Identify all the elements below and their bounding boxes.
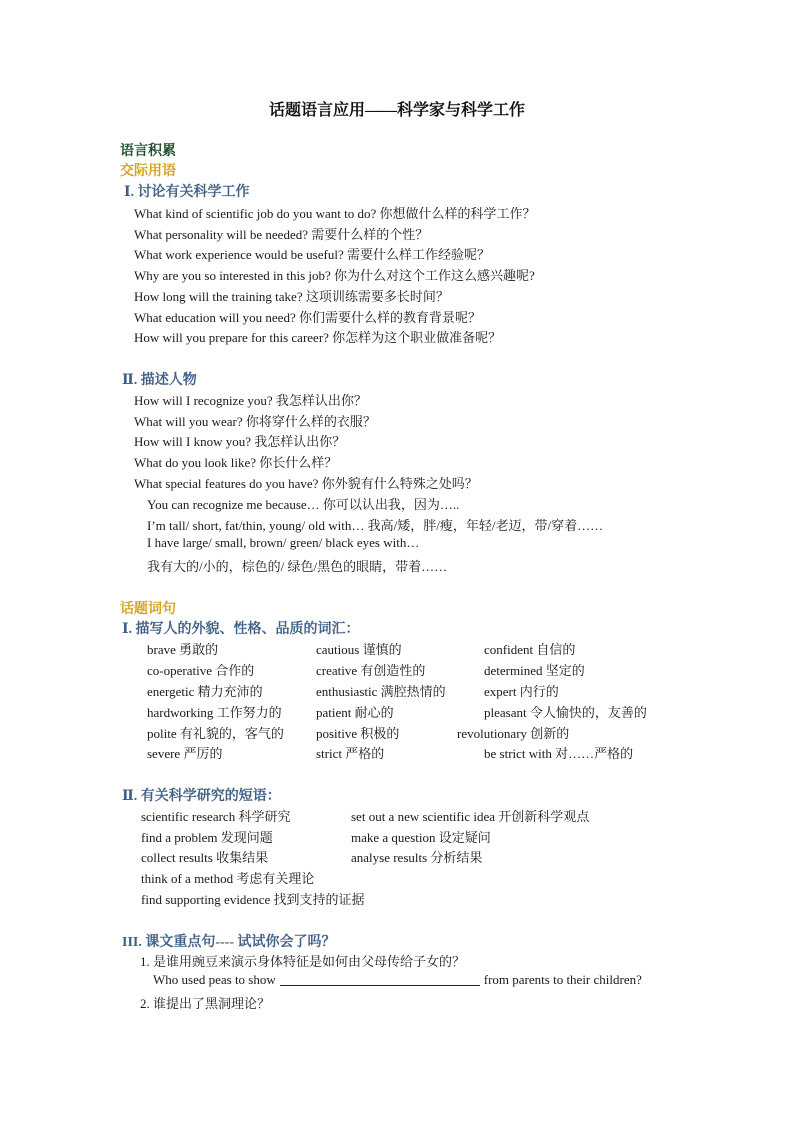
phrase-item: think of a method 考虑有关理论 [141,871,315,886]
part2-indented-line: I’m tall/ short, fat/thin, young/ old with… 我高/矮，胖/瘦，年轻/老迈，带/穿着…… [147,518,604,533]
phrase-item: find supporting evidence 找到支持的证据 [141,892,365,907]
vocab-item: revolutionary 创新的 [457,726,570,741]
part2-heading: Ⅱ. 描述人物 [122,373,197,388]
part2-indented-line: I have large/ small, brown/ green/ black eyes with… [147,535,420,550]
part1-line: How long will the training take? 这项训练需要多长时间？ [134,289,449,304]
vocab-item: polite 有礼貌的，客气的 [147,726,284,741]
vocab-item: enthusiastic 满腔热情的 [316,684,446,699]
part2-line: What special features do you have? 你外貌有什么特殊之处吗？ [134,476,478,491]
question-1-text-before: Who used peas to show [153,972,276,987]
part2-line: What will you wear? 你将穿什么样的衣服？ [134,414,376,429]
question-2-label: 2. 谁提出了黑洞理论？ [140,996,271,1011]
vocab-item: severe 严厉的 [147,746,223,761]
vocab-item: be strict with 对……严格的 [484,746,634,761]
answer-blank[interactable] [280,973,480,986]
vocab-item: patient 耐心的 [316,705,394,720]
phrase-item: set out a new scientific idea 开创新科学观点 [351,809,590,824]
section-topic-words: 话题词句 [120,602,176,617]
question-1-text-after: from parents to their children? [483,972,642,987]
section-language-accumulation: 语言积累 [120,144,176,159]
part1-line: What personality will be needed? 需要什么样的个性？ [134,227,429,242]
phrase-item: scientific research 科学研究 [141,809,291,824]
vocab-item: determined 坚定的 [484,663,585,678]
vocab-item: energetic 精力充沛的 [147,684,263,699]
part1-heading: Ⅰ. 讨论有关科学工作 [124,185,250,200]
vocab-item: positive 积极的 [316,726,400,741]
part1-line: What education will you need? 你们需要什么样的教育背景呢？ [134,310,481,325]
vocab-item: hardworking 工作努力的 [147,705,282,720]
vocab-item: creative 有创造性的 [316,663,426,678]
part2-line: How will I recognize you? 我怎样认出你？ [134,393,367,408]
vocab-item: brave 勇敢的 [147,642,219,657]
question-1-sentence [153,972,642,988]
vocab-item: co-operative 合作的 [147,663,255,678]
section-communicative-phrases: 交际用语 [120,164,176,179]
vocab-item: cautious 谨慎的 [316,642,402,657]
part2-indented-line: You can recognize me because… 你可以认出我，因为….. [147,497,460,512]
part2-line: What do you look like? 你长什么样？ [134,455,338,470]
vocab-heading: Ⅰ. 描写人的外貌、性格、品质的词汇： [122,622,360,637]
vocab-item: confident 自信的 [484,642,576,657]
question-1-label: 1. 是谁用豌豆来演示身体特征是如何由父母传给子女的？ [140,954,466,969]
part2-line: How will I know you? 我怎样认出你？ [134,434,346,449]
phrase-item: collect results 收集结果 [141,850,269,865]
part1-line: What kind of scientific job do you want to do? 你想做什么样的科学工作？ [134,206,536,221]
part2-indented-line: 我有大的/小的，棕色的/ 绿色/黑色的眼睛，带着…… [147,559,448,574]
phrase-item: find a problem 发现问题 [141,830,273,845]
part3-heading: III. 课文重点句---- 试试你会了吗？ [122,935,336,950]
part1-line: What work experience would be useful? 需要什么样工作经验呢？ [134,247,490,262]
phrase-item: make a question 设定疑问 [351,830,491,845]
vocab-item: strict 严格的 [316,746,385,761]
vocab-item: pleasant 令人愉快的，友善的 [484,705,647,720]
page-title: 话题语言应用——科学家与科学工作 [268,102,525,119]
part1-line: How will you prepare for this career? 你怎样为这个职业做准备呢？ [134,330,502,345]
part1-line: Why are you so interested in this job? 你为什么对这个工作这么感兴趣呢? [134,268,535,283]
phrase-item: analyse results 分析结果 [351,850,483,865]
vocab-item: expert 内行的 [484,684,559,699]
phrases-heading: Ⅱ. 有关科学研究的短语： [122,789,281,804]
